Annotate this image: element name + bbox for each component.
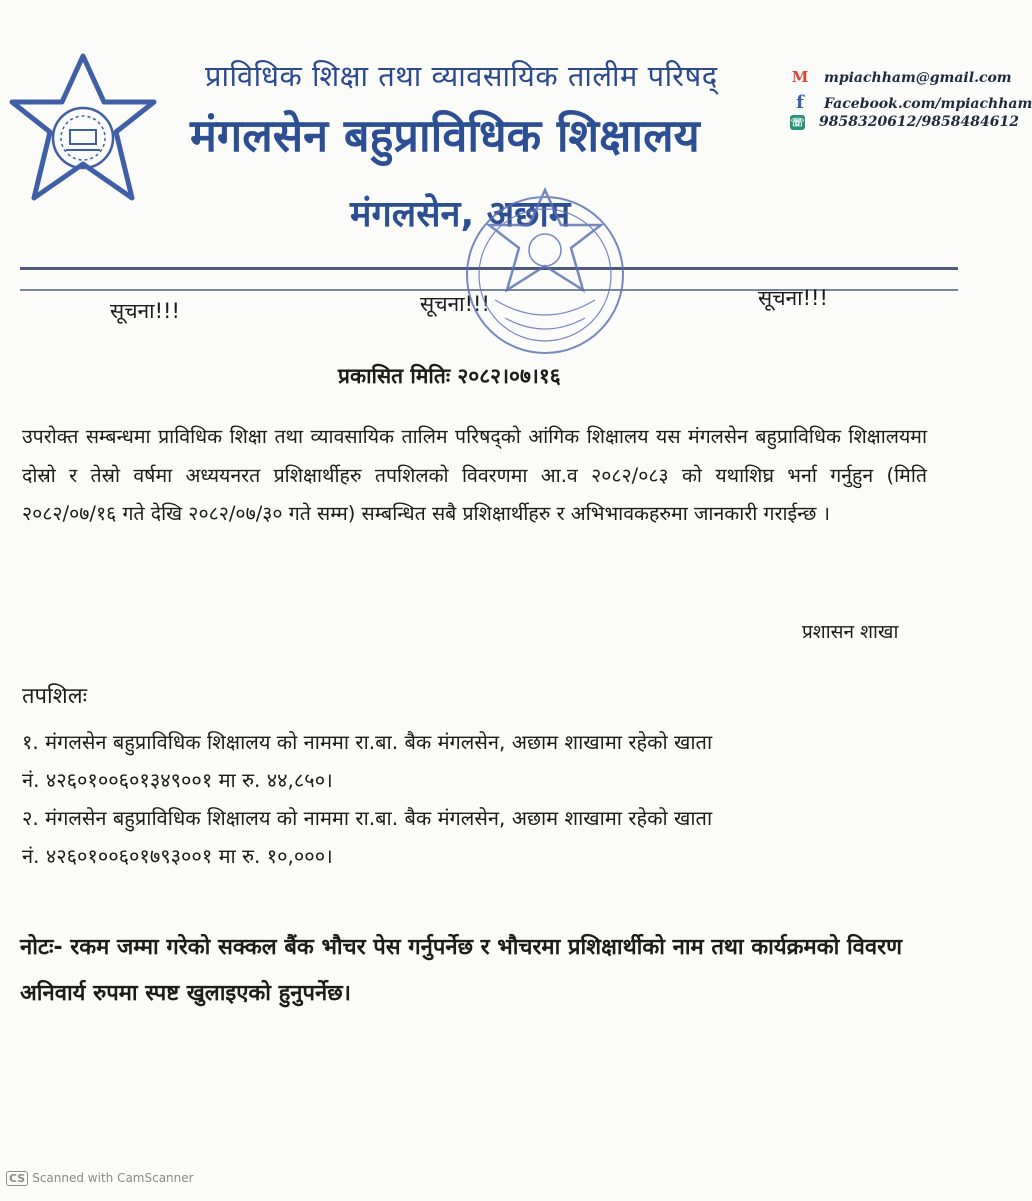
notice-heading-left: सूचना!!! [110, 299, 180, 323]
facebook-icon: f [796, 92, 804, 113]
contact-phone[interactable] [790, 114, 1019, 130]
contact-facebook-text: Facebook.com/mpiachham [824, 96, 1032, 112]
notice-body: उपरोक्त सम्बन्धमा प्राविधिक शिक्षा तथा व्यावसायिक तालिम परिषद्को आंगिक शिक्षालय यस मंगलसेन बहुप्राविधिक शिक्षालयमा दोस्रो र तेस्रो वर्षमा अध्ययनरत प्रशिक्षार्थीहरु तपशिलको विवरणमा आ.व २०८२/०८३ को यथाशिघ्र भर्ना गर्नुहुन (मिति २०८२/०७/१६ गते देखि २०८२/०७/३० गते सम्म) सम्बन्धित सबै प्रशिक्षार्थीहरु र अभिभावकहरुमा जानकारी गराईन्छ । [22, 425, 927, 525]
signatory: प्रशासन शाखा [802, 621, 899, 643]
published-date: प्रकासित मितिः २०८२।०७।१६ [338, 364, 561, 388]
details-item-1-line-1: १. मंगलसेन बहुप्राविधिक शिक्षालय को नाममा रा.बा. बैक मंगलसेन, अछाम शाखामा रहेको खाता [22, 730, 713, 754]
notice-heading-center: सूचना!!! [420, 292, 490, 316]
contact-facebook[interactable] [790, 92, 1032, 113]
details-heading: तपशिलः [22, 684, 88, 709]
contact-email-text: mpiachham@gmail.com [824, 70, 1012, 86]
notice-heading-right: सूचना!!! [758, 286, 828, 310]
college-name: मंगलसेन बहुप्राविधिक शिक्षालय [190, 109, 700, 162]
important-note: नोटः- रकम जम्मा गरेको सक्कल बैंक भौचर पेस गर्नुपर्नेछ र भौचरमा प्रशिक्षार्थीको नाम तथा कार्यक्रमको विवरण अनिवार्य रुपमा स्पष्ट खुलाइएको हुनुपर्नेछ। [20, 935, 903, 1006]
scanner-watermark [6, 1171, 194, 1186]
details-list [22, 723, 927, 875]
details-item-2-line-1: २. मंगलसेन बहुप्राविधिक शिक्षालय को नाममा रा.बा. बैक मंगलसेन, अछाम शाखामा रहेको खाता [22, 806, 713, 830]
scanner-watermark-text: Scanned with CamScanner [32, 1171, 194, 1185]
phone-icon: ☏ [790, 116, 805, 129]
details-item-1-line-2: नं. ४२६०१००६०१३४९००१ मा रु. ४४,८५०। [22, 768, 333, 792]
contact-phone-text: 9858320612/9858484612 [819, 114, 1019, 130]
college-emblem-icon [8, 52, 158, 204]
council-name: प्राविधिक शिक्षा तथा व्यावसायिक तालीम परिषद् [205, 59, 718, 93]
details-item-2-line-2: नं. ४२६०१००६०१७९३००१ मा रु. १०,०००। [22, 844, 333, 868]
mail-icon: M [791, 68, 809, 86]
college-location: मंगलसेन, अछाम [350, 194, 571, 235]
contact-email[interactable] [790, 68, 1012, 86]
camscanner-icon: CS [6, 1171, 28, 1186]
office-stamp-icon [455, 180, 635, 360]
